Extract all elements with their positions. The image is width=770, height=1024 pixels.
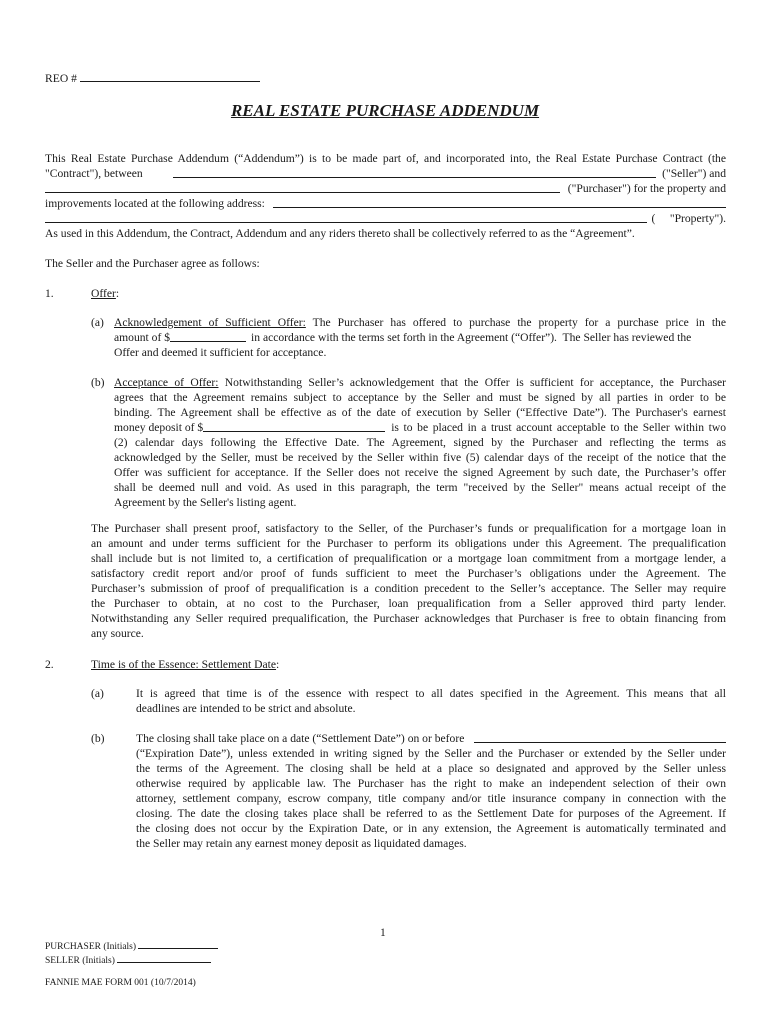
item-line: otherwise required by applicable law. The Purchaser has the right to make an independent selection of their own [136, 777, 726, 790]
earnest-money-blank[interactable] [203, 420, 385, 432]
intro-text: ("Purchaser") for the property and [567, 182, 726, 195]
item-1a-text [114, 315, 726, 360]
page-number: 1 [380, 926, 386, 939]
item-text: money deposit of $ [114, 421, 204, 434]
item-line: Offer and deemed it sufficient for acceptance. [114, 346, 327, 359]
item-line: the closing does not occur by the Expiration Date, or in any extension, the Agreement is automatically terminated and [136, 822, 726, 835]
intro-paragraph [45, 151, 726, 241]
intro-text: ("Seller") and [662, 167, 726, 180]
proof-line: shall include but is not limited to, a certification of prequalification or a mortgage loan commitment from a mortgage lender, a [91, 552, 726, 565]
item-line: agrees that the Agreement remains subject to acceptance by the Seller and must be signed by all parties in order to be [114, 391, 726, 404]
item-line: (“Expiration Date”), unless extended in writing signed by the Seller and the Purchaser or extended by the Seller under [136, 747, 726, 760]
item-line: Offer was sufficient for acceptance. If the Seller does not receive the signed Agreement by such date, the Purchaser’s offer [114, 466, 726, 479]
purchaser-initials-blank[interactable] [138, 939, 218, 949]
item-line: the terms of the Agreement. The closing shall be held at a place so designated and approved by the Seller unless [136, 762, 726, 775]
item-1a-heading: Acknowledgement of Sufficient Offer: [114, 316, 306, 329]
item-text: The closing shall take place on a date (“Settlement Date”) on or before [136, 732, 465, 745]
intro-line [45, 166, 726, 181]
item-line: (2) calendar days following the Effective Date. The Agreement, signed by the Purchaser and reflecting the terms as [114, 436, 726, 449]
intro-text: "Contract"), between [45, 167, 143, 180]
item-line: closing. The date the closing takes place shall be referred to as the Settlement Date for purposes of the Agreement. If [136, 807, 726, 820]
proof-line: the Purchaser to obtain, at no cost to the Purchaser, loan prequalification from a Seller approved third party lender. [91, 597, 726, 610]
purchaser-initials-label: PURCHASER (Initials) [45, 942, 137, 952]
section-2-heading-text: Time is of the Essence: Settlement Date [91, 658, 277, 671]
item-2a-text [136, 686, 726, 716]
settlement-date-blank[interactable] [474, 731, 726, 743]
reo-blank[interactable] [80, 70, 260, 82]
intro-line [45, 211, 726, 226]
item-line: shall be deemed null and void. As used in this paragraph, the term "received by the Seller" means actual receipt of the [114, 481, 726, 494]
item-line [114, 315, 726, 330]
item-line: acknowledged by the Seller, must be received by the Seller within five (5) calendar days of the receipt of the notice that the [114, 451, 726, 464]
item-text: The Purchaser has offered to purchase the property for a purchase price in the [312, 316, 726, 329]
item-1b-label: (b) [91, 376, 105, 389]
item-1b-heading: Acceptance of Offer: [114, 376, 219, 389]
intro-text: improvements located at the following address: [45, 197, 265, 210]
section-2-number: 2. [45, 658, 54, 671]
purchase-price-blank[interactable] [170, 330, 246, 342]
item-text: Notwithstanding Seller’s acknowledgement that the Offer is sufficient for acceptance, the Purchaser [224, 376, 726, 389]
section-2-heading [91, 657, 279, 672]
section-1-heading-text: Offer [91, 287, 116, 300]
item-2a-label: (a) [91, 687, 104, 700]
item-2b-text [136, 731, 726, 851]
item-line: the Seller may retain any earnest money deposit as liquidated damages. [136, 837, 467, 850]
seller-initials-label: SELLER (Initials) [45, 956, 115, 966]
item-1b-text [114, 375, 726, 510]
item-line: attorney, settlement company, escrow company, title company and/or title insurance company in connection with the [136, 792, 726, 805]
item-text: amount of $ [114, 331, 171, 344]
seller-initials-field [45, 953, 211, 968]
form-id: FANNIE MAE FORM 001 (10/7/2014) [45, 978, 196, 988]
section-1-number: 1. [45, 287, 54, 300]
proof-paragraph [91, 521, 726, 641]
proof-line: Notwithstanding any Seller required prequalification, the Purchaser acknowledges that Purchaser is free to obtain financing from [91, 612, 726, 625]
intro-line: As used in this Addendum, the Contract, Addendum and any riders thereto shall be collectively referred to as the “Agreement”. [45, 227, 635, 240]
agree-line: The Seller and the Purchaser agree as follows: [45, 257, 260, 270]
page-title: REAL ESTATE PURCHASE ADDENDUM [230, 101, 540, 120]
section-2-colon: : [276, 658, 280, 671]
section-1-heading [91, 286, 119, 301]
item-line: Agreement by the Seller's listing agent. [114, 496, 297, 509]
item-line: deadlines are intended to be strict and absolute. [136, 702, 356, 715]
reo-label: REO # [45, 72, 77, 85]
item-line: binding. The Agreement shall be effective as of the date of execution by Seller (“Effective Date”). The Purchaser's earnest [114, 406, 726, 419]
item-line [114, 420, 726, 435]
address-blank[interactable] [273, 196, 726, 208]
item-text: in accordance with the terms set forth in the Agreement (“Offer”). The Seller has reviewed the [251, 331, 692, 344]
item-1a-label: (a) [91, 316, 104, 329]
proof-line: Purchaser’s submission of proof of prequalification is a condition precedent to the Seller’s acceptance. The Seller may require [91, 582, 726, 595]
proof-line: satisfactory credit report and/or proof of funds sufficient to meet the Purchaser’s obligations under the Agreement. The [91, 567, 726, 580]
proof-line: any source. [91, 627, 144, 640]
item-line [114, 375, 726, 390]
seller-initials-blank[interactable] [117, 953, 211, 963]
proof-line: an amount and under terms sufficient for the Purchaser to perform its obligations under this Agreement. The prequalification [91, 537, 726, 550]
intro-line: This Real Estate Purchase Addendum (“Addendum”) is to be made part of, and incorporated into, the Real Estate Purchase Contract (the [45, 152, 726, 165]
intro-line [45, 196, 726, 211]
seller-name-blank[interactable] [173, 166, 656, 178]
proof-line: The Purchaser shall present proof, satisfactory to the Seller, of the Purchaser’s funds or prequalification for a mortgage loan in [91, 522, 726, 535]
address-blank-2[interactable] [45, 211, 647, 223]
intro-text: ( "Property"). [651, 212, 726, 225]
purchaser-name-blank[interactable] [45, 181, 560, 193]
item-line [114, 330, 726, 345]
reo-field [45, 70, 260, 86]
purchaser-initials-field [45, 939, 218, 954]
intro-line [45, 181, 726, 196]
item-text: is to be placed in a trust account acceptable to the Seller within two [391, 421, 726, 434]
section-1-colon: : [115, 287, 120, 300]
item-line: It is agreed that time is of the essence with respect to all dates specified in the Agreement. This means that all [136, 687, 726, 700]
item-2b-label: (b) [91, 732, 105, 745]
item-line [136, 731, 726, 746]
